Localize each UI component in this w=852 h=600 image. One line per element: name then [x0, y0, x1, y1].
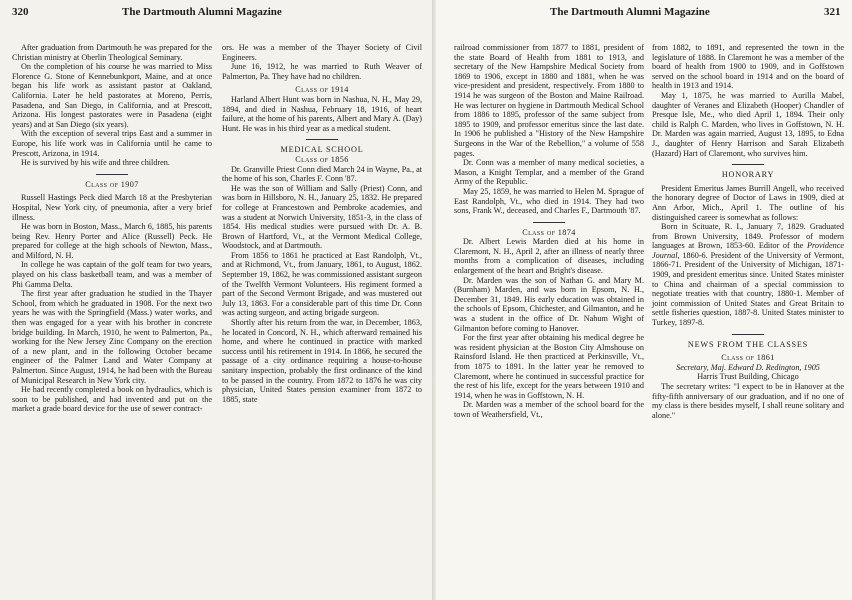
paragraph: After graduation from Dartmouth he was prepared for the Christian ministry at Oberlin Theological Seminary. [12, 43, 212, 62]
paragraph: Dr. Marden was a member of the school board for the town of Weathersfield, Vt., [454, 400, 644, 419]
paragraph: May 1, 1875, he was married to Aurilla Mabel, daughter of Veranes and Elizabeth (Hooper) Chandler of Presque Isle, Me., who died April 1, 1894. Their only child is Ralph C. Marden, who lives in Goffstown, N. H. Dr. Marden was again married, August 13, 1895, to Edna J., daughter of Henry Harrison and Sarah Elizabeth (Hazard) Hart of Claremont, who survives him. [652, 90, 844, 158]
divider [306, 139, 338, 140]
secretary-line: Secretary, Maj. Edward D. Redington, 1905 [676, 362, 820, 372]
paragraph: ors. He was a member of the Thayer Society of Civil Engineers. [222, 43, 422, 62]
class-heading: Class of 1914 [295, 85, 349, 95]
class-heading: Class of 1861 [721, 353, 775, 363]
paragraph [652, 222, 844, 328]
class-heading: Class of 1907 [85, 179, 139, 189]
paragraph: Dr. Granville Priest Conn died March 24 in Wayne, Pa., at the home of his son, Charles F. Conn '87. [222, 164, 422, 184]
right-column-1 [454, 43, 644, 420]
section-heading: MEDICAL SCHOOL [280, 145, 364, 155]
secretary-address: Harris Trust Building, Chicago [697, 372, 799, 382]
divider [732, 334, 764, 335]
text-run: Born in Scituate, R. I., January 7, 1829. Graduated from Brown University, 1849. Professor of modern languages at Brown, 1853-60. Editor of the [652, 222, 844, 251]
paragraph: President Emeritus James Burrill Angell, who received the honorary degree of Doctor of Laws in 1909, died at Ann Arbor, Mich., April 1. The outline of his distinguished career is somewhat as follows: [652, 183, 844, 222]
paragraph: Russell Hastings Peck died March 18 at the Presbyterian Hospital, New York city, of pneumonia, after a very brief illness. [12, 193, 212, 222]
paragraph: With the exception of several trips East and a summer in Europe, his life work was in California until he came to Prescott, Arizona, in 1914. [12, 129, 212, 158]
paragraph: From 1856 to 1861 he practiced at East Randolph, Vt., and at Richmond, Vt., from January, 1861, to August, 1862. September 19, 1862, he was commissioned assistant surgeon of the Twelfth Vermont Volunteers. His regiment formed a part of the Second Vermont Brigade, and was mustered out July 13, 1863. For a considerable part of this time Dr. Conn was acting surgeon, and acting brigade surgeon. [222, 250, 422, 318]
left-column-2 [222, 43, 422, 404]
class-heading: Class of 1874 [522, 227, 576, 237]
running-head-left: The Dartmouth Alumni Magazine [122, 6, 282, 18]
paragraph: from 1882, to 1891, and represented the town in the legislature of 1888. In Claremont he was a member of the board of health from 1900 to 1909, and in Goffstown served on the school board in 1914 and on the board of health in 1913 and 1914. [652, 43, 844, 91]
divider [533, 222, 565, 223]
paragraph: Dr. Albert Lewis Marden died at his home in Claremont, N. H., April 2, after an illness of nearly three months from a complication of diseases, including enlargement of the heart and Bright's disease. [454, 237, 644, 276]
page-number-left: 320 [12, 6, 29, 18]
divider [96, 174, 128, 175]
section-heading: HONORARY [721, 170, 775, 180]
section-heading: NEWS FROM THE CLASSES [687, 339, 809, 349]
paragraph: He was the son of William and Sally (Priest) Conn, and was born in Hillsboro, N. H., January 25, 1832. He prepared for college at Francestown and Pembroke academies, and was a student at Norwich University, 1851-3, in the class of 1854. His medical studies were pursued with Dr. A. B. Brown of Hartford, Vt., at the Vermont Medical College, Woodstock, and at Dartmouth. [222, 183, 422, 251]
journal-title: Providence Journal [652, 241, 844, 260]
paragraph: June 16, 1912, he was married to Ruth Weaver of Palmerton, Pa. They have had no children. [222, 62, 422, 81]
left-column-1 [12, 43, 212, 414]
running-head-right: The Dartmouth Alumni Magazine [550, 6, 710, 18]
paragraph: Dr. Conn was a member of many medical societies, a Mason, a Knight Templar, and a member of the Grand Army of the Republic. [454, 158, 644, 187]
paragraph: Harland Albert Hunt was born in Nashua, N. H., May 29, 1894, and died in Nashua, February 18, 1916, of heart failure, at the home of his parents, Albert and Mary A. (Day) Hunt. He was in his third year as a medical student. [222, 94, 422, 133]
paragraph: Dr. Marden was the son of Nathan G. and Mary M. (Burnham) Marden, and was born in Epsom, N. H., December 31, 1849. His early education was obtained in the schools of Epsom, Chichester, and Gilmanton, and he was a student in the office of Dr. Nahum Wight of Gilmanton before coming to Hanover. [454, 275, 644, 333]
page-number-right: 321 [824, 6, 841, 18]
paragraph: In college he was captain of the golf team for two years, played on his class basketball team, and was a member of Phi Gamma Delta. [12, 260, 212, 289]
paragraph: He was born in Boston, Mass., March 6, 1885, his parents being Rev. Henry Porter and Alice (Russell) Peck. He prepared for college at the high schools of Newton, Mass., and Milford, N. H. [12, 222, 212, 260]
paragraph: He is survived by his wife and three children. [21, 158, 170, 168]
paragraph: He had recently completed a book on hydraulics, which is soon to be published, and had invented and put on the market a grade board device for the use of sewer contract- [12, 385, 212, 414]
paragraph: railroad commissioner from 1877 to 1881, president of the state Board of Health from 1881 to 1913, and secretary of the New Hampshire Medical Society from 1869 to 1906, except in 1880 and 1881, when he was vice-president and president, respectively. From 1880 to 1914 he was surgeon of the Boston and Maine Railroad. He was lecturer on hygiene in Dartmouth Medical School from 1886 to 1895, professor of the same subject from 1895 to 1909, and professor emeritus since the last date. In 1906 he published a "History of the New Hampshire Surgeons in the War of the Rebellion," a volume of 558 pages. [454, 43, 644, 158]
right-column-2 [652, 43, 844, 420]
paragraph: May 25, 1859, he was married to Helen M. Sprague of East Randolph, Vt., who died in 1914. They had two sons, Frank W., deceased, and Charles F., Dartmouth '87. [454, 186, 644, 216]
class-heading: Class of 1856 [295, 154, 349, 164]
paragraph: The first year after graduation he studied in the Thayer School, from which he graduated in 1908. For the next two years he was with the Springfield (Mass.) water works, and then was engaged for a year with his brother in concrete bridge building. In March, 1910, he went to Palmerton, Pa., working for the New Jersey Zinc Company on the erection of a new plant, and in the following October became engineer of the Palmer Land and Water Company at Palmerton. Since August, 1914, he had been with the Bureau of Municipal Research in New York city. [12, 289, 212, 385]
paragraph: On the completion of his course he was married to Miss Florence G. Stone of Kennebunkport, Maine, and at once began his life work as assistant pastor at Oakland, California. Later he held pastorates at Moreno, Perris, Pasadena, and San Diego, in California, and at Prescott, Arizona. His longest pastorates were in Pasadena (eight years) and at San Diego (six years). [12, 62, 212, 129]
text-run: , 1860-6. President of the University of Vermont, 1866-71. President of the University of Michigan, 1871-1909, and president emeritus since. United States minister to China and chairman of a special commission to negotiate treaties with that country, 1880-1. Member of joint commission of United States and Great Britain to settle fisheries question, 1887-8. United States minister to Turkey, 1897-8. [652, 250, 844, 328]
right-page [436, 0, 852, 600]
divider [732, 164, 764, 165]
paragraph: Shortly after his return from the war, in December, 1863, he located in Concord, N. H., which afterward remained his home, and where he continued in practice with marked success until his retirement in 1914. In 1866, he secured the passage of a city ordinance requiring a house-to-house sanitary inspection, probably the first ordinance of the kind to be passed in the country. From 1872 to 1876 he was city physician, United States pension examiner from 1872 to 1885, state [222, 318, 422, 404]
paragraph: For the first year after obtaining his medical degree he was resident physician at the Boston City Almshouse on Rainsford Island. He then practiced at Perkinsville, Vt., from 1875 to 1891. In the latter year he removed to Claremont, where he continued in successful practice for the rest of his life, except for the years between 1910 and 1914, when he was in Goffstown, N. H. [454, 333, 644, 400]
paragraph: The secretary writes: "I expect to be in Hanover at the fifty-fifth anniversary of our graduation, and if no one of my class is there besides myself, I shall reune solitary and alone." [652, 382, 844, 420]
